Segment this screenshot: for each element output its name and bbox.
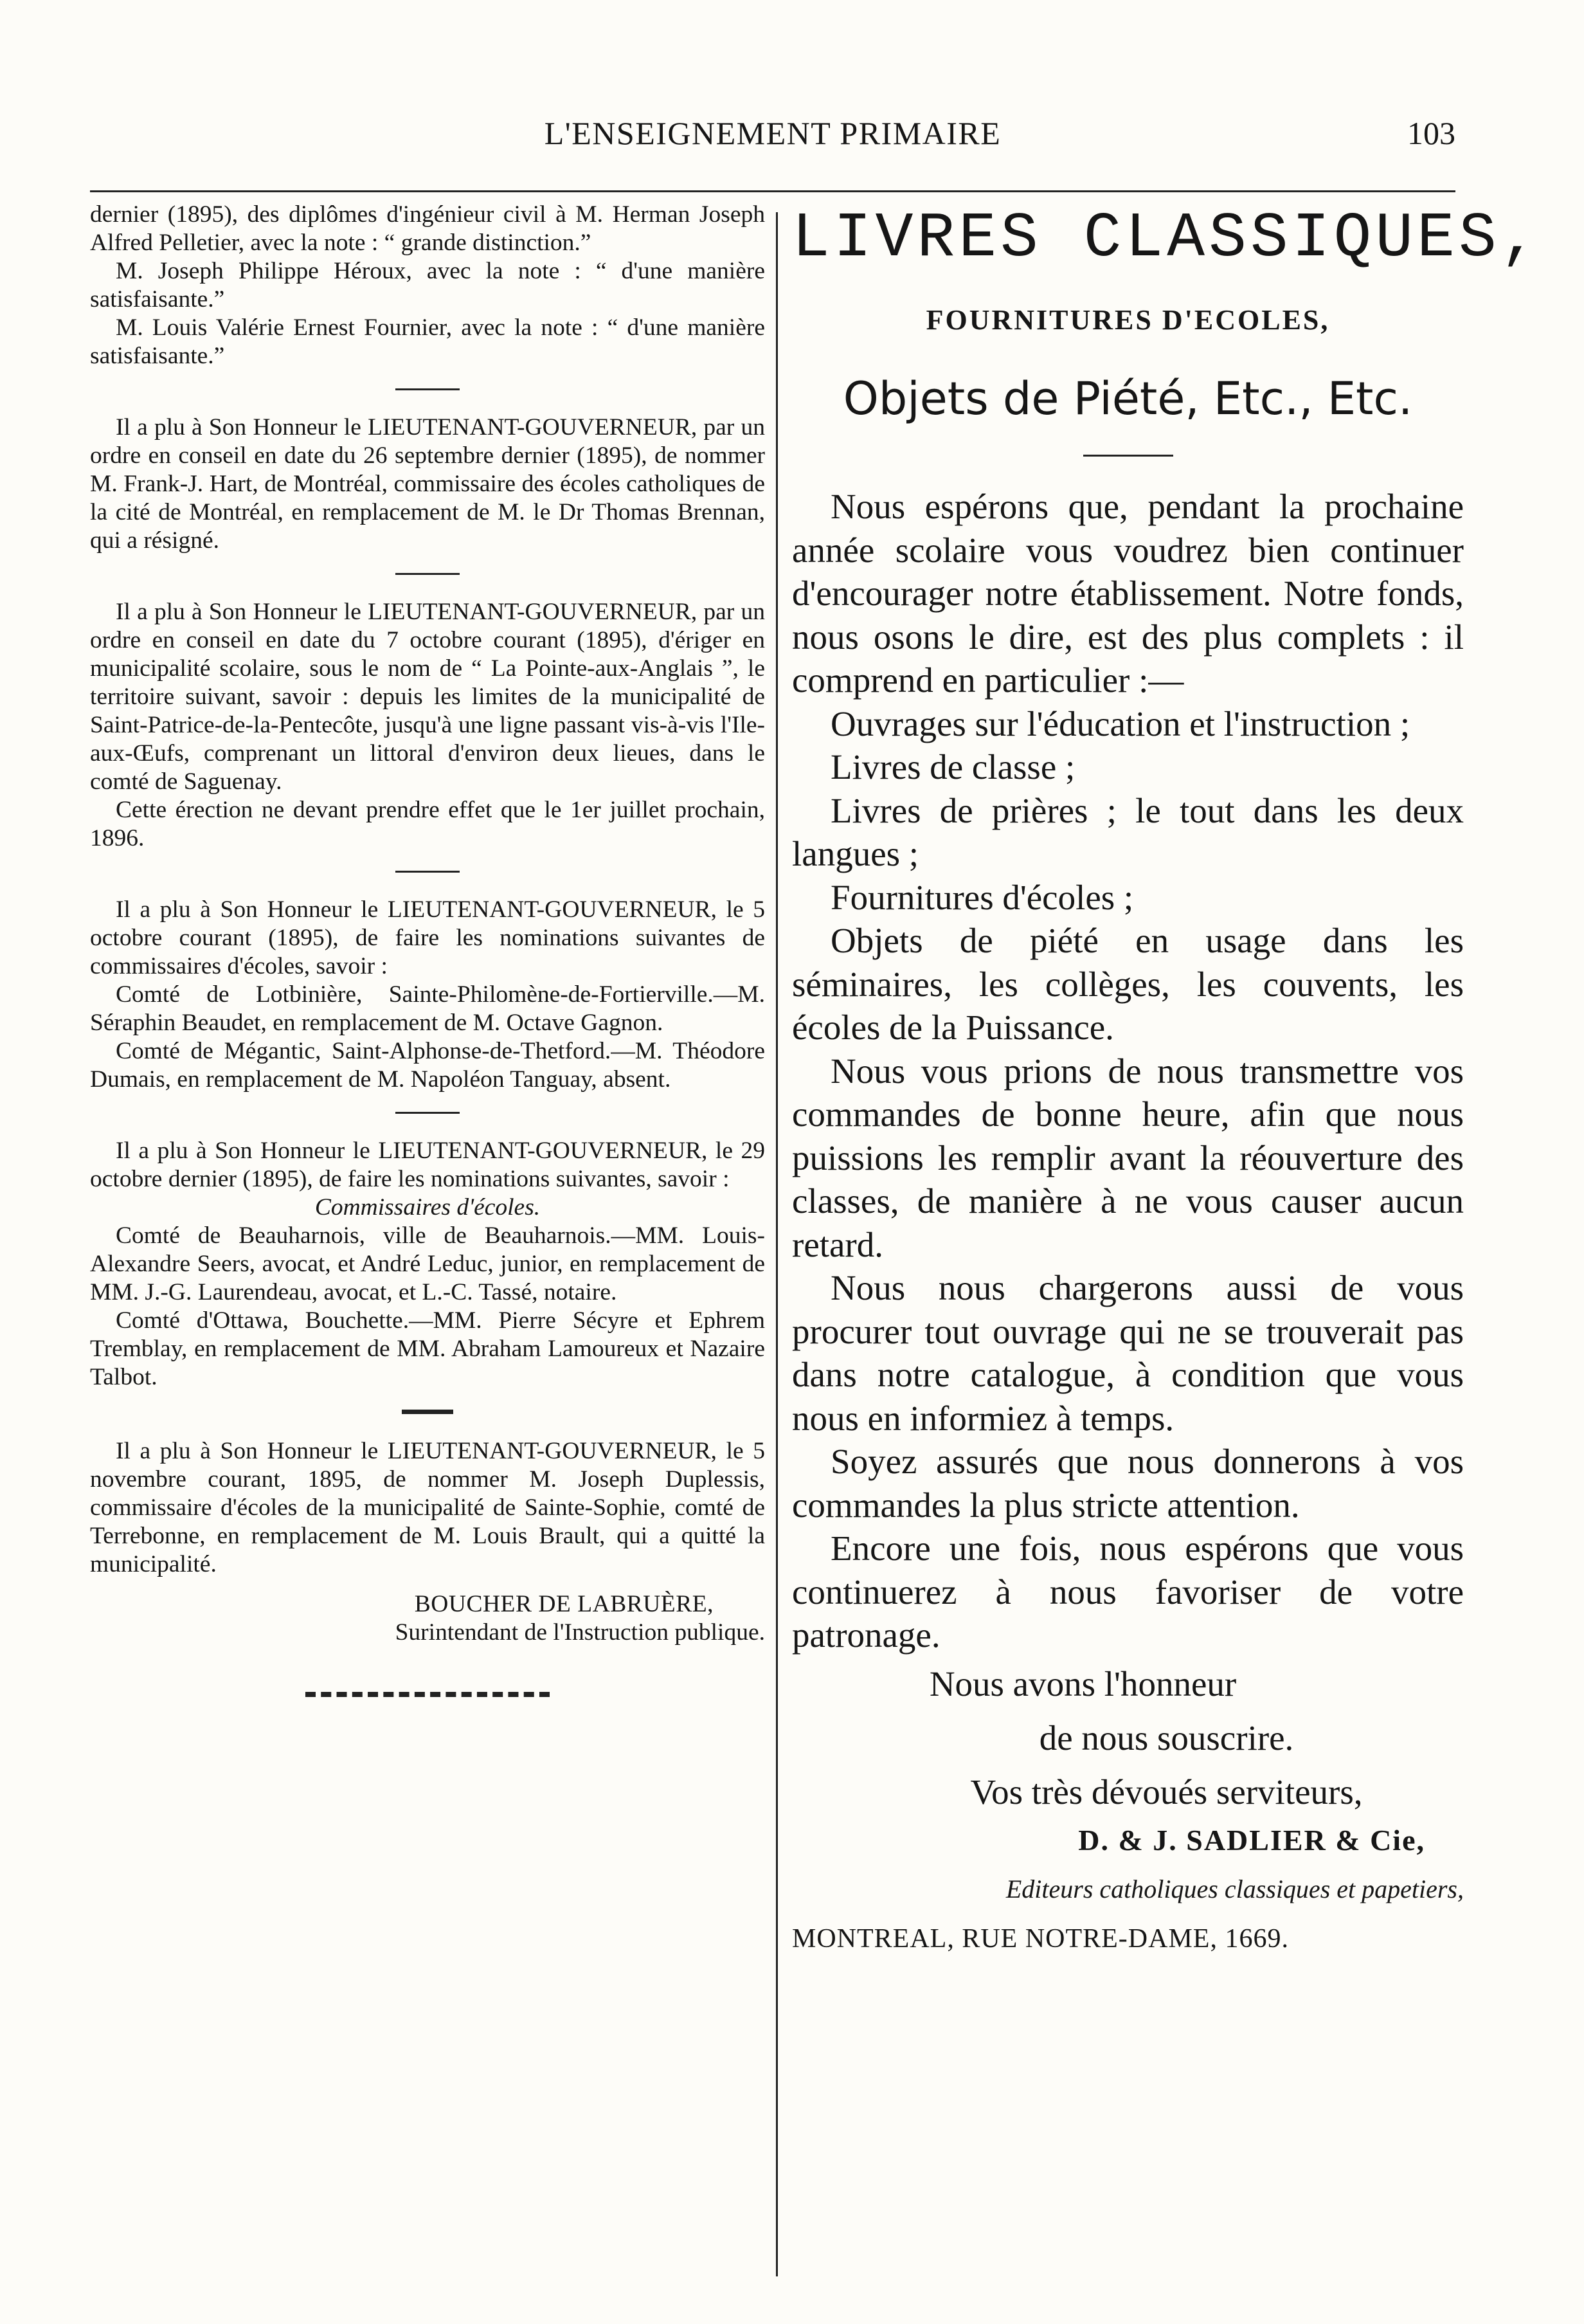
separator-rule [395,573,460,575]
notice-paragraph: Comté de Mégantic, Saint-Alphonse-de-Thetford.—M. Théodore Dumais, en remplacement de M. Napoléon Tanguay, absent. [90,1038,765,1093]
left-column [90,201,765,1697]
separator-rule [1083,455,1173,457]
ad-list [792,702,1464,1049]
notice-paragraph: Il a plu à Son Honneur le LIEUTENANT-GOUVERNEUR, le 5 octobre courant (1895), de faire les nominations suivantes de commissaires d'écoles, savoir : [90,896,765,979]
ad-paragraph: Nous espérons que, pendant la prochaine année scolaire vous voudrez bien continuer d'encourager notre établissement. Notre fonds, nous osons le dire, est des plus complets : il comprend en particulier :— [792,487,1464,700]
list-item: Ouvrages sur l'éducation et l'instruction ; [831,704,1410,743]
ad-paragraph: Soyez assurés que nous donnerons à vos commandes la plus stricte attention. [792,1442,1464,1525]
ad-paragraph: Nous vous prions de nous transmettre vos commandes de bonne heure, afin que nous puissions les remplir avant la réouverture des classes, de manière à ne vous causer aucun retard. [792,1051,1464,1264]
page-number: 103 [1407,115,1455,151]
separator-rule [395,1112,460,1114]
separator-rule [395,388,460,390]
ad-fancy-title: Objets de Piété, Etc., Etc. [843,372,1413,425]
running-title: L'ENSEIGNEMENT PRIMAIRE [544,115,1002,151]
list-item: Fournitures d'écoles ; [831,877,1134,917]
intro-paragraph: M. Louis Valérie Ernest Fournier, avec la note : “ d'une manière satisfaisante.” [90,314,765,369]
separator-rule [395,871,460,873]
right-column-advertisement [792,201,1542,1954]
ad-paragraph: Nous nous chargerons aussi de vous procurer tout ouvrage qui ne se trouverait pas dans notre catalogue, à condition que vous nous en informiez à temps. [792,1268,1464,1438]
intro-paragraph: dernier (1895), des diplômes d'ingénieur civil à M. Herman Joseph Alfred Pelletier, avec la note : “ grande distinction.” [90,201,765,256]
intro-paragraph: M. Joseph Philippe Héroux, avec la note : “ d'une manière satisfaisante.” [90,258,765,313]
page-header [90,114,1455,166]
notice-paragraph: Il a plu à Son Honneur le LIEUTENANT-GOUVERNEUR, le 5 novembre courant, 1895, de nommer M. Joseph Duplessis, commissaire d'écoles de la municipalité de Sainte-Sophie, comté de Terrebonne, en remplacement de M. Louis Brault, qui a quitté la municipalité. [90,1438,765,1577]
notice-paragraph: Comté de Lotbinière, Sainte-Philomène-de-Fortierville.—M. Séraphin Beaudet, en remplacement de M. Octave Gagnon. [90,981,765,1036]
end-ornament [305,1692,550,1697]
closing-line: Nous avons l'honneur [929,1664,1237,1703]
list-item: Livres de prières ; le tout dans les deux langues ; [792,790,1464,873]
notice-paragraph: Il a plu à Son Honneur le LIEUTENANT-GOUVERNEUR, le 29 octobre dernier (1895), de faire les nominations suivantes, savoir : [90,1138,765,1192]
publisher-line: Editeurs catholiques classiques et papetiers, [1005,1874,1464,1903]
notice-paragraph: Comté d'Ottawa, Bouchette.—MM. Pierre Sécyre et Ephrem Tremblay, en remplacement de MM. Abraham Lamoureux et Nazaire Talbot. [90,1307,765,1390]
notice-paragraph: Il a plu à Son Honneur le LIEUTENANT-GOUVERNEUR, par un ordre en conseil en date du 7 octobre courant (1895), d'ériger en municipalité scolaire, sous le nom de “ La Pointe-aux-Anglais ”, le territoire suivant, savoir : depuis les limites de la municipalité de Saint-Patrice-de-la-Pentecôte, jusqu'à une ligne passant vis-à-vis l'Ile-aux-Œufs, comprenant un littoral d'environ deux lieues, dans le comté de Saguenay. [90,599,765,795]
ad-title: LIVRES CLASSIQUES, [792,203,1542,275]
column-divider [776,212,778,2276]
closing-line: de nous souscrire. [1039,1718,1294,1757]
notice-subheading: Commissaires d'écoles. [314,1194,541,1221]
header-rule [90,190,1455,192]
list-item: Objets de piété en usage dans les séminaires, les collèges, les couvents, les écoles de la Puissance. [792,921,1464,1047]
ad-subtitle: FOURNITURES D'ECOLES, [926,304,1330,336]
notice-paragraph: Il a plu à Son Honneur le LIEUTENANT-GOUVERNEUR, par un ordre en conseil en date du 26 septembre dernier (1895), de nommer M. Frank-J. Hart, de Montréal, commissaire des écoles catholiques de la cité de Montréal, en remplacement de M. le Dr Thomas Brennan, qui a résigné. [90,414,765,554]
notice-paragraph: Cette érection ne devant prendre effet que le 1er juillet prochain, 1896. [90,797,765,851]
signature-name: BOUCHER DE LABRUÈRE, [414,1591,714,1617]
list-item: Livres de classe ; [831,747,1076,786]
firm-name: D. & J. SADLIER & Cie, [1078,1823,1425,1856]
ad-closing [792,1657,1464,1819]
address-line: MONTREAL, RUE NOTRE-DAME, 1669. [792,1923,1289,1954]
notice-paragraph: Comté de Beauharnois, ville de Beauharnois.—MM. Louis-Alexandre Seers, avocat, et André Leduc, junior, en remplacement de MM. J.-G. Laurendeau, avocat, et L.-C. Tassé, notaire. [90,1222,765,1305]
ad-paragraph: Encore une fois, nous espérons que vous continuerez à nous favoriser de votre patronage. [792,1529,1464,1655]
ad-body [792,485,1464,1657]
separator-rule [402,1410,453,1414]
signature-title: Surintendant de l'Instruction publique. [395,1619,765,1646]
closing-line: Vos très dévoués serviteurs, [970,1772,1363,1811]
